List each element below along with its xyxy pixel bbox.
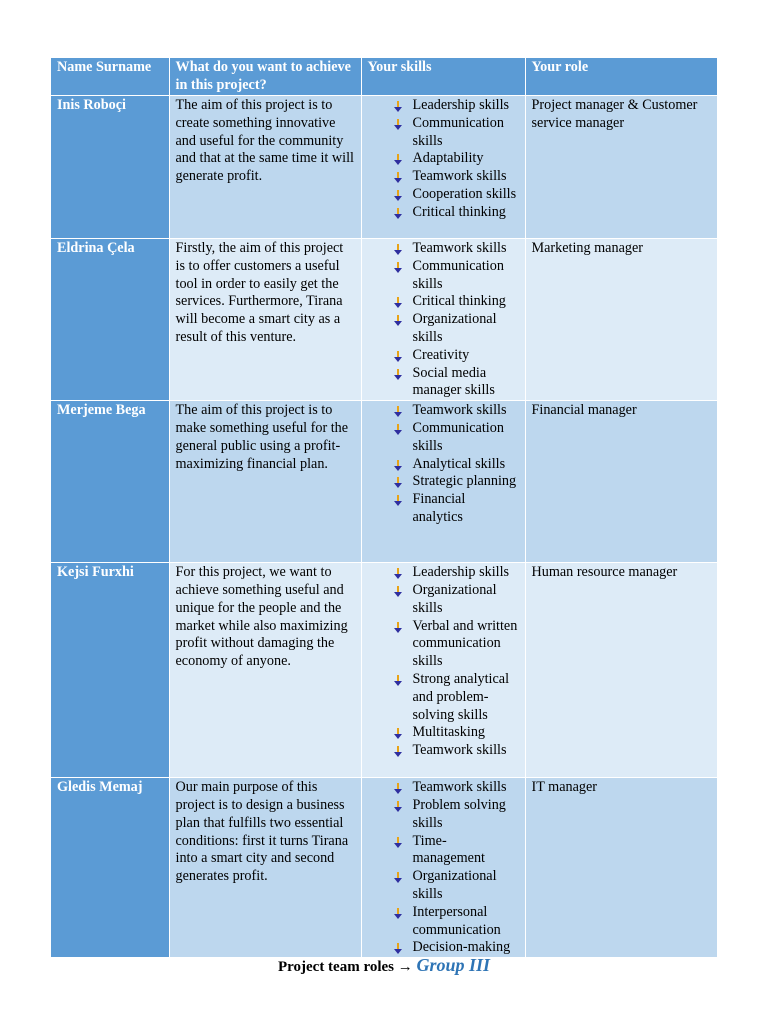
down-arrow-bullet-icon [392,115,404,133]
member-name: Gledis Memaj [51,778,169,958]
project-team-roles-table [51,58,717,958]
project-goal: Firstly, the aim of this project is to offer customers a useful tool in order to easily get the services. Furthermore, Tirana will become a smart city as a result of this venture. [169,239,361,401]
member-name: Inis Roboçi [51,96,169,239]
down-arrow-bullet-icon [392,293,404,311]
skill-label: Critical thinking [412,203,506,220]
skill-label: Decision-making [412,939,511,956]
skills-list [368,564,519,760]
skill-item [392,564,519,582]
project-goal: Our main purpose of this project is to design a business plan that fulfills two essential conditions: first it turns Tirana into a smart city and second generates profit. [169,778,361,958]
project-goal: The aim of this project is to create something innovative and useful for the community and that at the same time it will generate profit. [169,96,361,239]
down-arrow-bullet-icon [392,671,404,689]
skill-label: Analytical skills [412,455,506,472]
table-row [51,239,717,401]
down-arrow-bullet-icon [392,168,404,186]
down-arrow-bullet-icon [392,742,404,760]
skill-label: Strategic planning [412,473,517,490]
down-arrow-bullet-icon [392,204,404,222]
skill-item [392,724,519,742]
skill-item [392,115,519,151]
skill-label: Teamwork skills [412,240,507,256]
skills-list [368,402,519,527]
skill-label: Social media manager skills [412,364,495,399]
skill-item [392,473,519,491]
skill-item [392,311,519,347]
skill-item [392,258,519,294]
skill-label: Teamwork skills [412,402,507,419]
down-arrow-bullet-icon [392,258,404,276]
skills-list [368,779,519,957]
skill-item [392,671,519,724]
down-arrow-bullet-icon [392,186,404,204]
skill-label: Leadership skills [412,564,510,581]
skill-item [392,904,519,940]
skill-item [392,402,519,420]
skill-item [392,833,519,869]
down-arrow-bullet-icon [392,365,404,383]
skill-item [392,293,519,311]
skills-list [368,240,519,400]
skill-item [392,347,519,365]
header-row [51,58,717,96]
skill-label: Time-management [412,832,485,867]
skill-item [392,868,519,904]
down-arrow-bullet-icon [392,97,404,115]
skill-label: Communication skills [412,419,504,454]
down-arrow-bullet-icon [392,491,404,509]
table-row [51,563,717,778]
skill-label: Organizational skills [412,311,497,345]
header-goal: What do you want to achieve in this project? [169,58,361,96]
skills-cell [361,778,525,958]
down-arrow-bullet-icon [392,833,404,851]
skill-label: Adaptability [412,150,484,167]
project-goal: For this project, we want to achieve something useful and unique for the people and the market while also maximizing profit without damaging the economy of anyone. [169,563,361,778]
down-arrow-bullet-icon [392,564,404,582]
skill-label: Multitasking [412,724,486,741]
skill-item [392,582,519,618]
skill-item [392,491,519,527]
skill-label: Cooperation skills [412,185,517,202]
down-arrow-bullet-icon [392,456,404,474]
skill-label: Teamwork skills [412,779,507,796]
down-arrow-bullet-icon [392,582,404,600]
skill-label: Communication skills [412,114,504,149]
down-arrow-bullet-icon [392,904,404,922]
down-arrow-bullet-icon [392,779,404,797]
skill-item [392,420,519,456]
skills-cell [361,239,525,401]
skill-item [392,186,519,204]
down-arrow-bullet-icon [392,402,404,420]
down-arrow-bullet-icon [392,724,404,742]
header-name-surname: Name Surname [51,58,169,96]
skills-cell [361,563,525,778]
down-arrow-bullet-icon [392,347,404,365]
down-arrow-bullet-icon [392,797,404,815]
down-arrow-bullet-icon [392,311,404,329]
project-goal: The aim of this project is to make something useful for the general public using a profit-maximizing financial plan. [169,401,361,563]
caption-group: Group III [416,955,491,975]
skill-label: Strong analytical and problem-solving skills [412,670,510,723]
down-arrow-bullet-icon [392,420,404,438]
skills-cell [361,96,525,239]
member-name: Eldrina Çela [51,239,169,401]
skills-list [368,97,519,222]
table-row [51,96,717,239]
skill-item [392,150,519,168]
member-role: Financial manager [525,401,717,563]
skill-label: Teamwork skills [412,168,507,185]
skill-item [392,97,519,115]
down-arrow-bullet-icon [392,150,404,168]
down-arrow-bullet-icon [392,868,404,886]
down-arrow-bullet-icon [392,618,404,636]
member-name: Merjeme Bega [51,401,169,563]
caption-text: Project team roles → [277,959,413,975]
skills-cell [361,401,525,563]
skill-label: Organizational skills [412,581,497,616]
skill-label: Communication skills [412,257,504,292]
skill-item [392,618,519,671]
skill-item [392,742,519,760]
skill-label: Critical thinking [412,293,506,310]
skill-item [392,456,519,474]
table-caption [0,954,768,978]
header-role: Your role [525,58,717,96]
member-role: Human resource manager [525,563,717,778]
skill-item [392,168,519,186]
member-name: Kejsi Furxhi [51,563,169,778]
skill-label: Creativity [412,346,470,363]
table-row [51,401,717,563]
table-row [51,778,717,958]
skill-label: Leadership skills [412,97,510,113]
skill-label: Interpersonal communication [412,903,501,938]
skill-label: Verbal and written communication skills [412,617,518,670]
skill-label: Financial analytics [412,491,466,525]
skill-label: Teamwork skills [412,742,507,759]
skill-item [392,779,519,797]
member-role: IT manager [525,778,717,958]
skill-item [392,240,519,258]
skill-item [392,204,519,222]
skill-item [392,365,519,401]
skill-label: Organizational skills [412,868,497,902]
skill-item [392,797,519,833]
table-header [51,58,717,96]
member-role: Project manager & Customer service manager [525,96,717,239]
header-skills: Your skills [361,58,525,96]
down-arrow-bullet-icon [392,240,404,258]
skill-label: Problem solving skills [412,796,506,831]
member-role: Marketing manager [525,239,717,401]
down-arrow-bullet-icon [392,473,404,491]
table-body [51,96,717,958]
